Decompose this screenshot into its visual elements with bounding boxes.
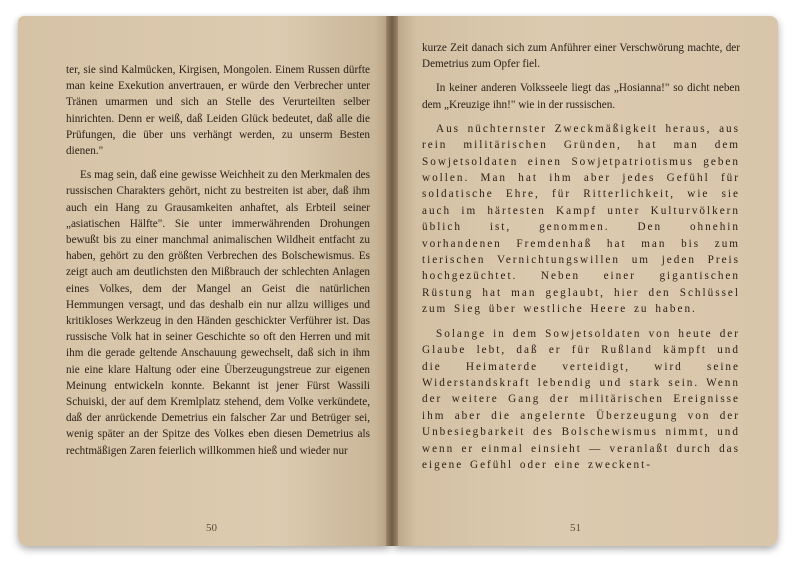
paragraph: Aus nüchternster Zweckmäßigkeit heraus, aus rein militärischen Gründen, hat man dem Sowjetsoldaten einen Sowjetpatriotismus geben wollen. Man hat ihm aber jedes Gefühl für soldatische Ehre, für Ritterlichkeit, wie sie auch im härtesten Kampf unter Kulturvölkern üblich ist, genommen. Den ohnehin vorhandenen Fremdenhaß hat man bis zum tierischen Vernichtungswillen um jeden Preis hochgezüchtet. Neben einer gigantischen Rüstung hat man geglaubt, hier den Schlüssel zum Sieg über westliche Heere zu haben. <box>422 122 740 316</box>
left-page-text <box>66 62 370 467</box>
book-gutter <box>386 16 398 546</box>
right-page-text <box>422 40 740 481</box>
paragraph: kurze Zeit danach sich zum Anführer einer Verschwörung machte, der Demetrius zum Opfer fiel. <box>422 42 740 71</box>
paragraph: In keiner anderen Volksseele liegt das „Hosianna!" so dicht neben dem „Kreuzige ihn!" wie in der russischen. <box>422 82 740 111</box>
paragraph: Solange in dem Sowjetsoldaten von heute der Glaube lebt, daß er für Rußland kämpft und die Heimaterde verteidigt, wird seine Widerstandskraft lebendig und stark sein. Wenn der weitere Gang der militärischen Ereignisse ihm aber die angelernte Überzeugung von der Unbesiegbarkeit des Bolschewismus nimmt, und wenn er einmal einsieht — veranlaßt durch das eigene Gefühl oder eine zweckent- <box>422 327 740 471</box>
open-book <box>18 16 778 546</box>
left-page <box>18 16 390 546</box>
paragraph: Es mag sein, daß eine gewisse Weichheit zu den Merkmalen des russischen Charakters gehört, nicht zu bestreiten ist aber, daß ihm auch ein Hang zu Grausamkeiten anhaftet, als Erbteil seiner „asiatischen Hälfte". Sie unter immerwährenden Drohungen bewußt bis zu einer manchmal animalischen Wildheit entfacht zu haben, gehört zu den größten Verbrechen des Bolschewismus. Es zeigt auch am deutlichsten den Mißbrauch der schlechten Anlagen eines Volkes, dem der Mangel an Geist die natürlichen Hemmungen versagt, und das deshalb ein nur allzu williges und kritikloses Werkzeug in den Händen geschickter Verführer ist. Das russische Volk hat in seiner Geschichte so oft den Herren und mit ihm die gerade geltende Anschauung gewechselt, daß sich in ihm nie eine klare Haltung oder eine Überzeugungstreue zur eigenen Meinung entwickeln konnte. Bekannt ist jener Fürst Wassili Schuiski, der auf dem Kremlplatz stehend, dem Volke verkündete, daß der anrückende Demetrius ein falscher Zar und Betrüger sei, wenig später an der Spitze des Volkes eben diesen Demetrius als rechtmäßigen Zaren feierlich willkommen hieß und wieder nur <box>66 169 370 457</box>
paragraph: ter, sie sind Kalmücken, Kirgisen, Mongolen. Einem Russen dürfte man keine Exekution anvertrauen, er würde den Verbrecher unter Tränen umarmen und sich an Stelle des Verurteilten selber hinrichten. Denn er weiß, daß Leiden Glück bedeutet, daß alle die Prüfungen, die über uns verhängt werden, zu unserm Besten dienen." <box>66 64 370 158</box>
page-number: 50 <box>206 522 217 534</box>
right-page <box>394 16 778 546</box>
page-number: 51 <box>570 522 581 534</box>
